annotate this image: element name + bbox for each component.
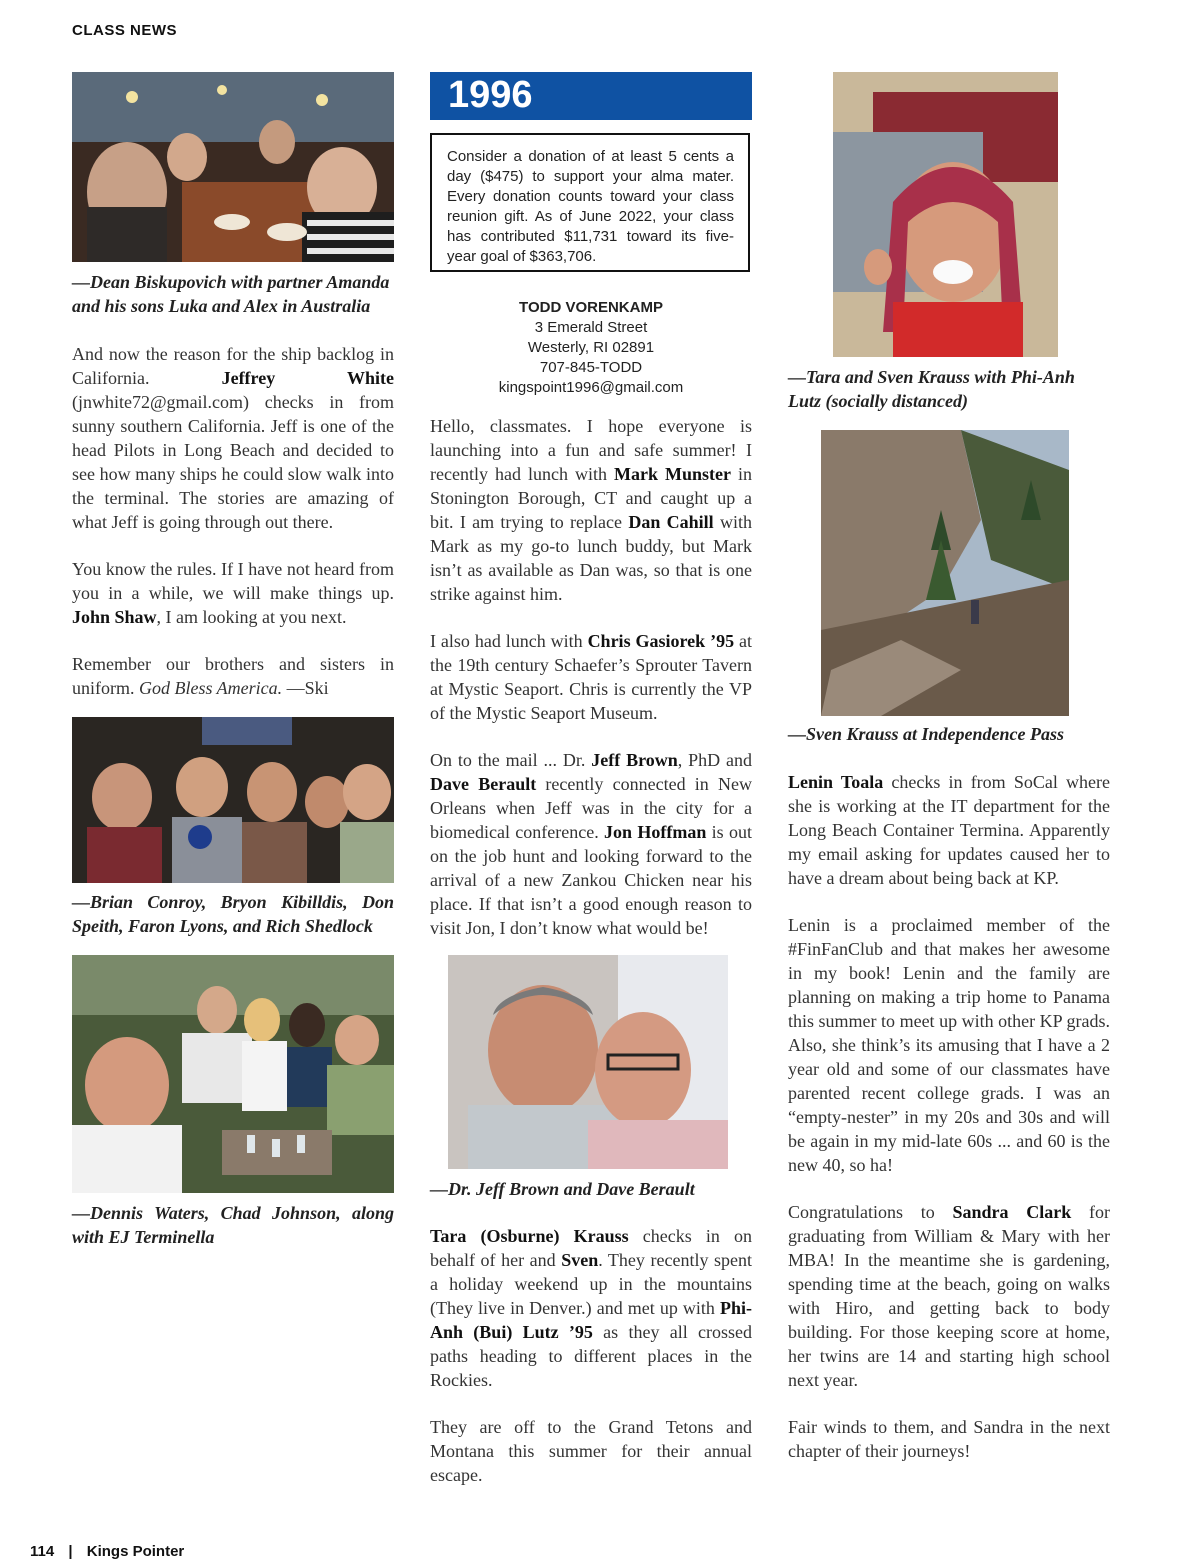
photo-brown-berault — [448, 955, 728, 1169]
paragraph: Remember our brothers and sisters in uniform. God Bless America. —Ski — [72, 654, 394, 698]
publication-name: Kings Pointer — [86, 1543, 185, 1560]
photo-caption: —Dr. Jeff Brown and Dave Berault — [430, 1179, 695, 1199]
contact-phone: 707-845-TODD — [539, 359, 643, 376]
photo-caption: —Brian Conroy, Bryon Kibilldis, Don Speith, Faron Lyons, and Rich Shedlock — [72, 892, 394, 936]
contact-street: 3 Emerald Street — [534, 319, 648, 336]
donation-box: Consider a donation of at least 5 cents a day ($475) to support your alma mater. Every donation counts toward your class reunion gift. As of June 2022, your class has contributed $11,731 toward its five-year goal of $363,706. — [430, 133, 750, 272]
article-text — [72, 342, 394, 723]
article-text — [430, 414, 752, 963]
paragraph: Hello, classmates. I hope everyone is launching into a fun and safe summer! I recently had lunch with Mark Munster in Stonington Borough, CT and caught up a bit. I am trying to replace Dan Cahill with Mark as my go-to lunch buddy, but Mark isn’t as available as Dan was, so that is one strike against him. — [430, 416, 752, 604]
page-footer — [30, 1543, 184, 1560]
photo-caption: —Sven Krauss at Independence Pass — [788, 724, 1065, 744]
page-number: 114 — [30, 1543, 55, 1560]
paragraph: I also had lunch with Chris Gasiorek ’95 at the 19th century Schaefer’s Sprouter Tavern at Mystic Seaport. Chris is currently the VP of the Mystic Seaport Museum. — [430, 631, 752, 723]
contact-email: kingspoint1996@gmail.com — [498, 379, 684, 396]
paragraph: On to the mail ... Dr. Jeff Brown, PhD and Dave Berault recently connected in New Orleans when Jeff was in the city for a biomedical conference. Jon Hoffman is out on the job hunt and looking forward to the arrival of a new Zankou Chicken near his place. If that isn’t a good enough reason to visit Jon, I don’t know what would be! — [430, 750, 752, 938]
contact-name: TODD VORENKAMP — [519, 299, 663, 316]
paragraph: They are off to the Grand Tetons and Montana this summer for their annual escape. — [430, 1417, 752, 1485]
contact-city: Westerly, RI 02891 — [527, 339, 655, 356]
class-secretary-contact — [430, 298, 752, 398]
paragraph: Congratulations to Sandra Clark for graduating from William & Mary with her MBA! In the meantime she is gardening, spending time at the beach, going on walks with Hiro, and getting back to body building. For those keeping score at home, her twins are 14 and starting high school next year. — [788, 1202, 1110, 1390]
photo-bar-group — [72, 717, 394, 883]
photo-caption: —Dennis Waters, Chad Johnson, along with EJ Terminella — [72, 1203, 394, 1247]
paragraph: Tara (Osburne) Krauss checks in on behalf of her and Sven. They recently spent a holiday weekend up in the mountains (They live in Denver.) and met up with Phi-Anh (Bui) Lutz ’95 as they all crossed paths heading to different places in the Rockies. — [430, 1226, 752, 1390]
paragraph: Lenin Toala checks in from SoCal where she is working at the IT department for the Long Beach Container Termina. Apparently my email asking for updates caused her to have a dream about being back at KP. — [788, 772, 1110, 888]
class-year: 1996 — [448, 74, 533, 116]
paragraph: You know the rules. If I have not heard from you in a while, we will make things up. John Shaw, I am looking at you next. — [72, 559, 394, 627]
footer-separator: | — [68, 1543, 73, 1560]
photo-restaurant-family — [72, 72, 394, 262]
photo-caption: —Tara and Sven Krauss with Phi-Anh Lutz (socially distanced) — [788, 367, 1075, 411]
paragraph: Lenin is a proclaimed member of the #FinFanClub and that makes her awesome in my book! Lenin and the family are planning on making a trip home to Panama this summer to meet up with other KP grads. Also, she think’s its amusing that I have a 2 year old and some of our classmates have parented recent college grads. I was an “empty-nester” in my 20s and 30s and will be again in my mid-late 60s ... and 60 is the new 40, so ha! — [788, 915, 1110, 1175]
class-year-banner — [430, 72, 752, 120]
photo-krauss-selfie — [833, 72, 1058, 357]
photo-patio-group — [72, 955, 394, 1193]
article-text — [430, 1224, 752, 1510]
paragraph: Fair winds to them, and Sandra in the next chapter of their journeys! — [788, 1417, 1110, 1461]
article-text — [788, 770, 1110, 1486]
photo-caption: —Dean Biskupovich with partner Amanda and his sons Luka and Alex in Australia — [72, 272, 390, 316]
paragraph: And now the reason for the ship backlog in California. Jeffrey White (jnwhite72@gmail.com) checks in from sunny southern California. Jeff is one of the head Pilots in Long Beach and decided to see how many ships he could slow walk into the terminal. The stories are amazing of what Jeff is going through out there. — [72, 344, 394, 532]
section-label: CLASS NEWS — [72, 22, 178, 39]
photo-independence-pass — [821, 430, 1069, 716]
